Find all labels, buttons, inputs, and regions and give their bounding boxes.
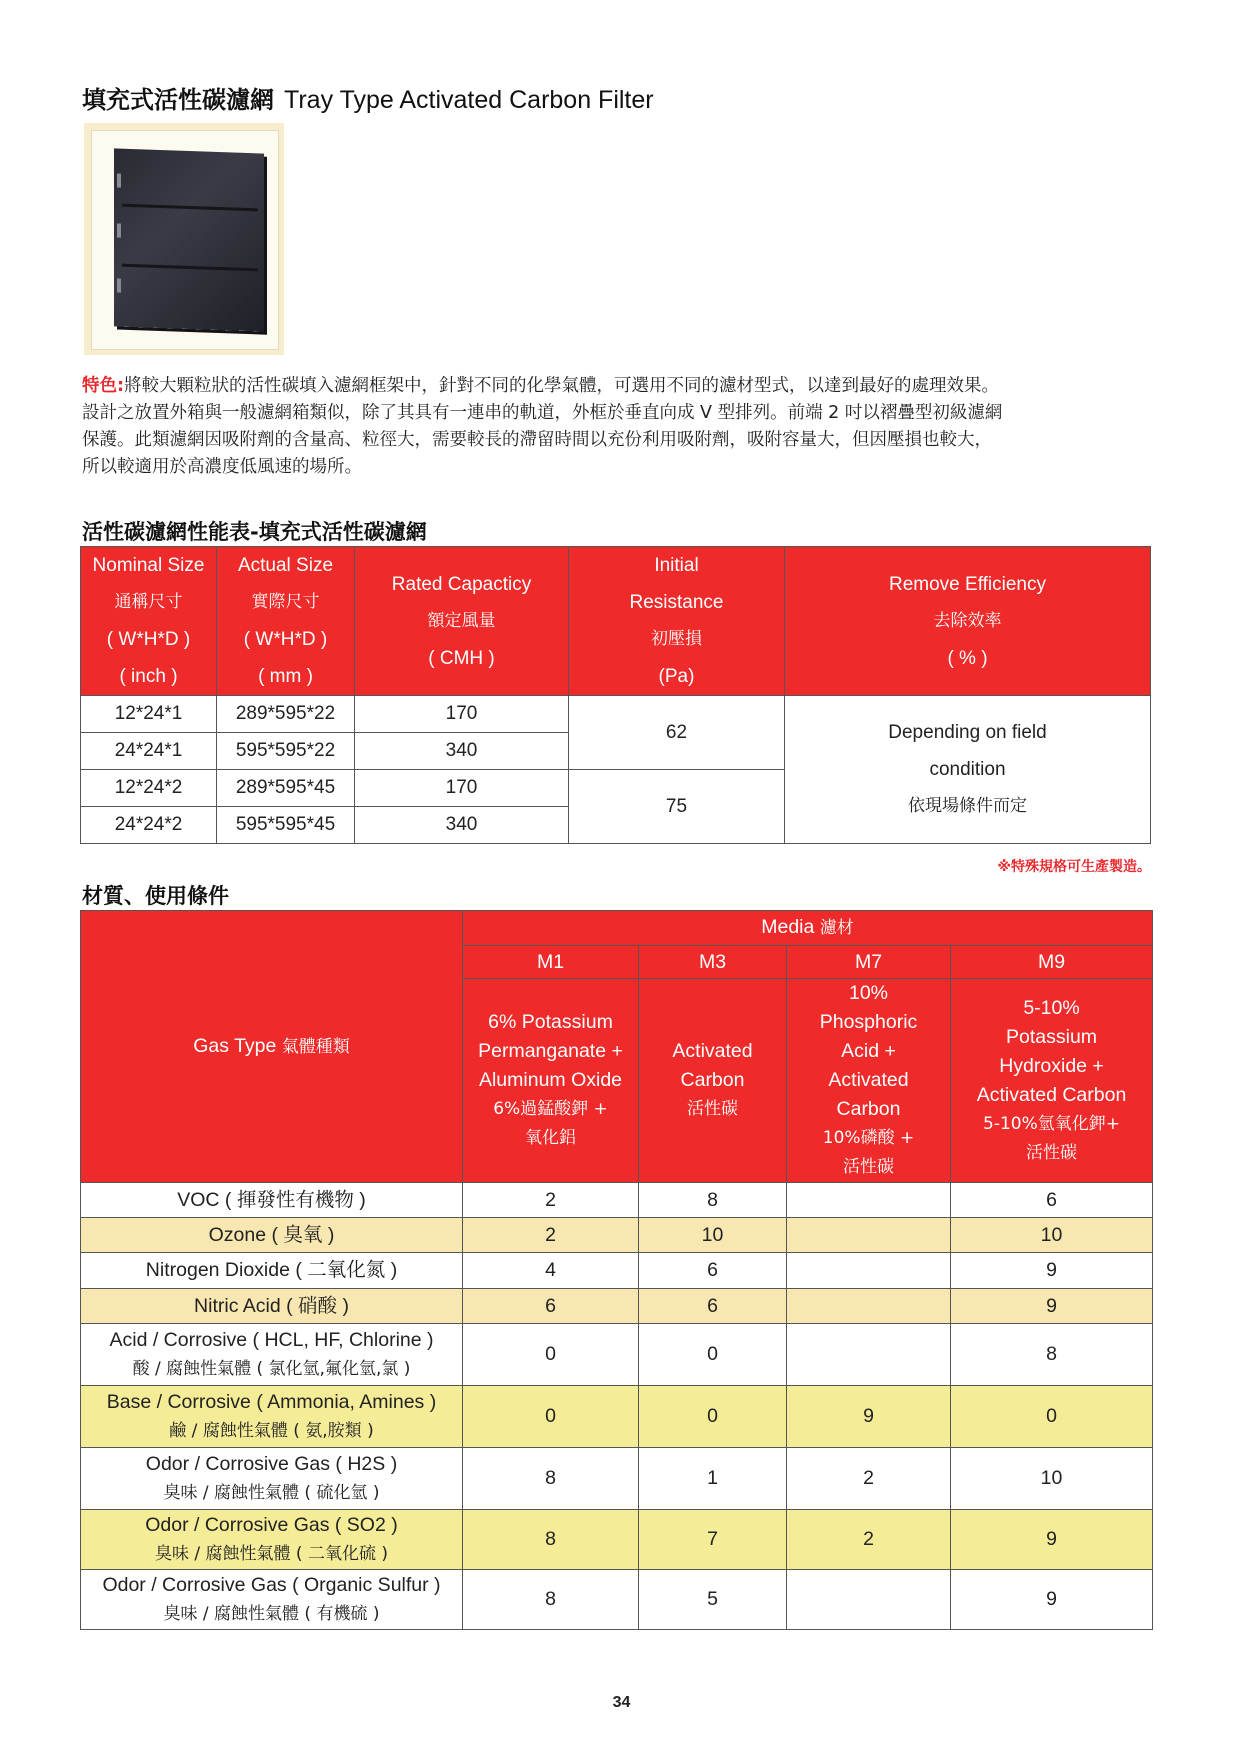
rating-cell-m1: 8 — [463, 1570, 639, 1630]
rating-cell-m1: 2 — [463, 1183, 639, 1218]
media-description: 6% Potassium Permanganate + Aluminum Oxide 6%過錳酸鉀 + 氧化鋁 — [463, 979, 639, 1183]
rating-cell-m3: 6 — [639, 1253, 787, 1289]
media-description: 10% Phosphoric Acid + Activated Carbon 10%磷酸 + 活性碳 — [787, 979, 951, 1183]
product-photo — [84, 123, 284, 355]
gas-type-cell: Nitric Acid ( 硝酸 ) — [81, 1289, 463, 1324]
media-description: 5-10% Potassium Hydroxide + Activated Carbon 5-10%氫氧化鉀+ 活性碳 — [951, 979, 1153, 1183]
table-row — [81, 1570, 1153, 1630]
rating-cell-m7 — [787, 1570, 951, 1630]
rating-cell-m3: 0 — [639, 1324, 787, 1386]
header-actual-size: Actual Size 實際尺寸 ( W*H*D ) ( mm ) — [217, 547, 355, 696]
rating-cell-m1: 0 — [463, 1324, 639, 1386]
rating-cell-m9: 6 — [951, 1183, 1153, 1218]
perf-table-title: 活性碳濾網性能表-填充式活性碳濾網 — [82, 520, 427, 544]
rating-cell-m1: 6 — [463, 1289, 639, 1324]
media-code-m1: M1 — [463, 946, 639, 979]
media-code-m7: M7 — [787, 946, 951, 979]
gas-type-cell: VOC ( 揮發性有機物 ) — [81, 1183, 463, 1218]
rating-cell-m1: 8 — [463, 1510, 639, 1570]
rating-cell-m7: 2 — [787, 1448, 951, 1510]
header-remove-efficiency: Remove Efficiency 去除效率 ( % ) — [785, 547, 1151, 696]
table-row: 12*24*1 289*595*22 170 62 Depending on field condition 依現場條件而定 — [81, 696, 1151, 733]
header-nominal-size: Nominal Size 通稱尺寸 ( W*H*D ) ( inch ) — [81, 547, 217, 696]
feature-label: 特色: — [82, 376, 124, 396]
header-gas-type: Gas Type 氣體種類 — [81, 911, 463, 1183]
table-row — [81, 1386, 1153, 1448]
gas-type-cell: Base / Corrosive ( Ammonia, Amines ) 鹼 / 腐蝕性氣體 ( 氨,胺類 ) — [81, 1386, 463, 1448]
rating-cell-m7: 9 — [787, 1386, 951, 1448]
table-row: 24*24*2 595*595*45 340 — [81, 807, 1151, 844]
header-rated-capacity: Rated Capacticy 額定風量 ( CMH ) — [355, 547, 569, 696]
gas-type-cell: Ozone ( 臭氧 ) — [81, 1218, 463, 1253]
rating-cell-m9: 0 — [951, 1386, 1153, 1448]
table-row — [81, 1183, 1153, 1218]
title-en: Tray Type Activated Carbon Filter — [284, 86, 654, 114]
rating-cell-m9: 10 — [951, 1448, 1153, 1510]
table-row — [81, 1324, 1153, 1386]
media-table — [80, 910, 1153, 1630]
table-row: 24*24*1 595*595*22 340 — [81, 733, 1151, 770]
table-row — [81, 1289, 1153, 1324]
rating-cell-m7 — [787, 1183, 951, 1218]
title-zh: 填充式活性碳濾網 — [82, 86, 274, 114]
rating-cell-m3: 1 — [639, 1448, 787, 1510]
rating-cell-m1: 0 — [463, 1386, 639, 1448]
rating-cell-m3: 7 — [639, 1510, 787, 1570]
rating-cell-m9: 9 — [951, 1510, 1153, 1570]
gas-type-cell: Nitrogen Dioxide ( 二氧化氮 ) — [81, 1253, 463, 1289]
rating-cell-m9: 10 — [951, 1218, 1153, 1253]
rating-cell-m3: 6 — [639, 1289, 787, 1324]
rating-cell-m7: 2 — [787, 1510, 951, 1570]
header-initial-resistance: Initial Resistance 初壓損 (Pa) — [569, 547, 785, 696]
rating-cell-m1: 2 — [463, 1218, 639, 1253]
rating-cell-m3: 10 — [639, 1218, 787, 1253]
rating-cell-m3: 8 — [639, 1183, 787, 1218]
gas-type-cell: Odor / Corrosive Gas ( SO2 ) 臭味 / 腐蝕性氣體 ( 二氧化硫 ) — [81, 1510, 463, 1570]
table-row — [81, 1448, 1153, 1510]
rating-cell-m9: 8 — [951, 1324, 1153, 1386]
rating-cell-m1: 8 — [463, 1448, 639, 1510]
table-row — [81, 1510, 1153, 1570]
rating-cell-m3: 5 — [639, 1570, 787, 1630]
media-code-m3: M3 — [639, 946, 787, 979]
efficiency-note: Depending on field condition 依現場條件而定 — [785, 696, 1151, 844]
resistance-value: 75 — [569, 770, 785, 844]
gas-type-cell: Odor / Corrosive Gas ( H2S ) 臭味 / 腐蝕性氣體 ( 硫化氫 ) — [81, 1448, 463, 1510]
page-number: 34 — [612, 1694, 631, 1711]
rating-cell-m1: 4 — [463, 1253, 639, 1289]
rating-cell-m9: 9 — [951, 1253, 1153, 1289]
performance-table — [80, 546, 1151, 844]
media-table-title: 材質、使用條件 — [82, 884, 229, 908]
gas-type-cell: Odor / Corrosive Gas ( Organic Sulfur ) 臭味 / 腐蝕性氣體 ( 有機硫 ) — [81, 1570, 463, 1630]
rating-cell-m7 — [787, 1218, 951, 1253]
header-media: Media 濾材 — [463, 911, 1153, 946]
rating-cell-m3: 0 — [639, 1386, 787, 1448]
media-code-m9: M9 — [951, 946, 1153, 979]
filter-image — [114, 148, 264, 331]
table-row — [81, 1218, 1153, 1253]
rating-cell-m7 — [787, 1289, 951, 1324]
page-title — [82, 80, 654, 115]
feature-description: 特色:將較大顆粒狀的活性碳填入濾網框架中，針對不同的化學氣體，可選用不同的濾材型式，以達到最好的處理效果。 設計之放置外箱與一般濾網箱類似，除了其具有一連串的軌道，外框於垂直向成 V 型排列。前端 2 吋以褶疊型初級濾網 保護。此類濾網因吸附劑的含量高、粒徑大，需要較長的滯留時間以充份利用吸附劑，吸附容量大，但因壓損也較大， 所以較適用於高濃度低風速的場所。 — [82, 376, 1003, 477]
rating-cell-m9: 9 — [951, 1570, 1153, 1630]
rating-cell-m7 — [787, 1253, 951, 1289]
special-spec-note: ※特殊規格可生產製造。 — [997, 859, 1151, 875]
table-row: 12*24*2 289*595*45 170 75 — [81, 770, 1151, 807]
resistance-value: 62 — [569, 696, 785, 770]
media-description: Activated Carbon 活性碳 — [639, 979, 787, 1183]
gas-type-cell: Acid / Corrosive ( HCL, HF, Chlorine ) 酸 / 腐蝕性氣體 ( 氯化氫,氟化氫,氯 ) — [81, 1324, 463, 1386]
table-row — [81, 1253, 1153, 1289]
rating-cell-m9: 9 — [951, 1289, 1153, 1324]
rating-cell-m7 — [787, 1324, 951, 1386]
